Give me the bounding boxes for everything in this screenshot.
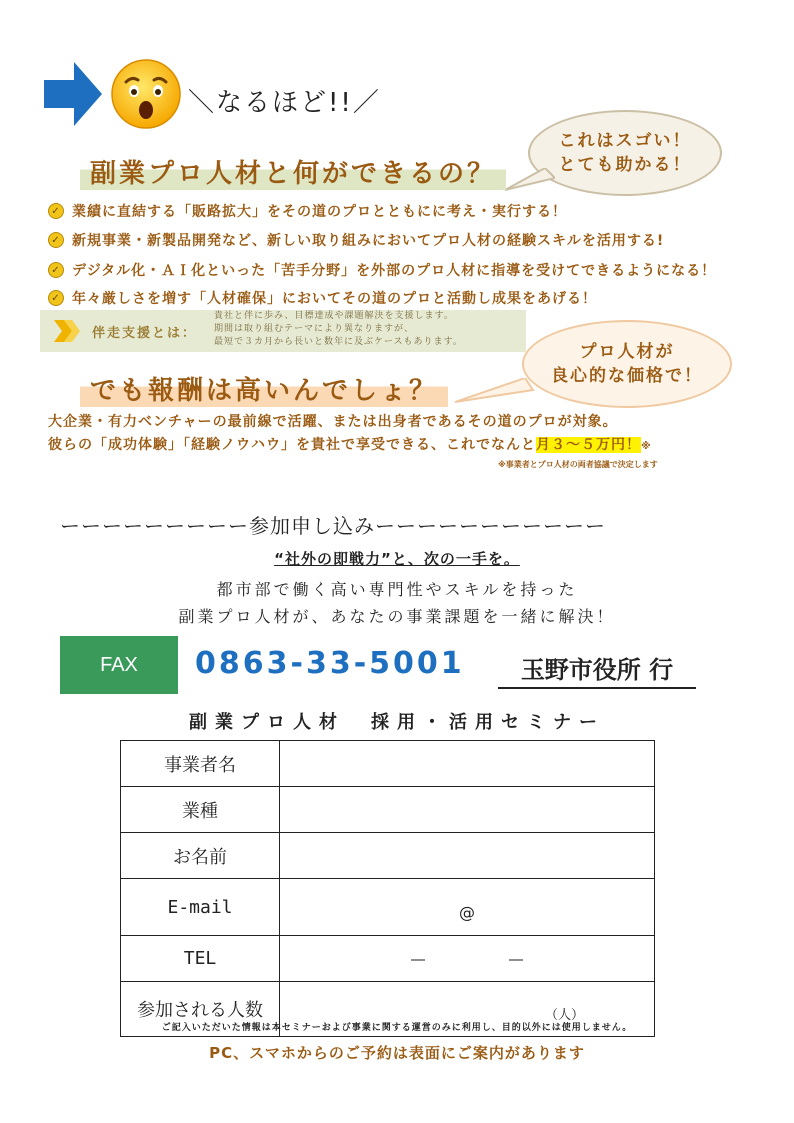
- bullet-item: [48, 260, 716, 280]
- support-text: [214, 310, 463, 349]
- bullet-item: [48, 288, 597, 308]
- fee-line-2: [48, 434, 652, 454]
- arrow-right-icon: [44, 62, 104, 130]
- privacy-note: ご記入いただいた情報は本セミナーおよび事業に関する運営のみに利用し、目的以外には使用しません。: [161, 1023, 633, 1033]
- form-label: 事業者名: [121, 741, 280, 787]
- attendees-field[interactable]: （人）: [280, 982, 655, 1037]
- form-label: お名前: [121, 833, 280, 879]
- form-row: [121, 936, 655, 982]
- bullet-item: [48, 230, 664, 250]
- bubble-line: 良心的な価格で！: [551, 366, 703, 386]
- exclaim-text: ＼なるほど!!／: [188, 88, 381, 118]
- bullet-text: 年々厳しさを増す「人材確保」においてその道のプロと活動し成果をあげる！: [72, 291, 597, 307]
- form-label: 参加される人数: [121, 982, 280, 1037]
- fax-recipient: 玉野市役所 行: [498, 650, 696, 689]
- fax-number[interactable]: 0863-33-5001: [195, 646, 465, 681]
- apply-desc-2: 副業プロ人材が、あなたの事業課題を一緒に解決！: [178, 607, 616, 626]
- apply-divider: ーーーーーーーーー参加申し込みーーーーーーーーーーー: [60, 514, 606, 538]
- support-label: 伴走支援とは：: [92, 326, 198, 341]
- company-name-field[interactable]: [280, 741, 655, 787]
- section-heading-what-can-do: 副業プロ人材と何ができるの？: [80, 153, 506, 190]
- form-label: 業種: [121, 787, 280, 833]
- check-icon: ✓: [48, 232, 64, 248]
- seminar-title: 副業プロ人材 採用・活用セミナー: [189, 712, 605, 733]
- bubble-line: とても助かる！: [558, 155, 692, 175]
- tel-field[interactable]: ― ―: [280, 936, 655, 982]
- speech-bubble-impressed: [528, 110, 722, 196]
- bullet-text: 新規事業・新製品開発など、新しい取り組みにおいてプロ人材の経験スキルを活用する!: [72, 233, 665, 249]
- email-field[interactable]: @: [280, 879, 655, 936]
- form-row: [121, 787, 655, 833]
- check-icon: ✓: [48, 262, 64, 278]
- fee-note: ※事業者とプロ人材の両者協議で決定します: [498, 460, 658, 469]
- price-highlight: 月３～５万円！: [536, 437, 641, 453]
- surprised-face-icon: [110, 58, 182, 134]
- bullet-text: デジタル化・ＡＩ化といった「苦手分野」を外部のプロ人材に指導を受けてできるようになる！: [72, 263, 717, 279]
- application-form: [120, 740, 655, 1037]
- form-label: TEL: [121, 936, 280, 982]
- form-row: [121, 833, 655, 879]
- bubble-tail: [505, 168, 555, 198]
- note-mark: ※: [641, 441, 652, 452]
- form-row: [121, 741, 655, 787]
- section-heading-fee: でも報酬は高いんでしょ？: [80, 370, 448, 407]
- bubble-line: プロ人材が: [579, 342, 675, 362]
- support-box: [40, 310, 526, 352]
- bubble-tail: [455, 378, 535, 408]
- check-icon: ✓: [48, 203, 64, 219]
- form-label: E-mail: [121, 879, 280, 936]
- check-icon: ✓: [48, 290, 64, 306]
- bubble-line: これはスゴい！: [558, 131, 692, 151]
- name-field[interactable]: [280, 833, 655, 879]
- support-line: 貴社と伴に歩み、目標達成や課題解決を支援します。: [214, 311, 454, 321]
- bullet-item: [48, 201, 567, 221]
- support-line: 最短で３カ月から長いと数年に及ぶケースもあります。: [214, 337, 463, 347]
- speech-bubble-price: [522, 320, 732, 408]
- fax-label-box: [60, 636, 178, 694]
- chevron-right-icon: [54, 320, 82, 346]
- industry-field[interactable]: [280, 787, 655, 833]
- online-reservation-note: PC、スマホからのご予約は表面にご案内があります: [209, 1044, 585, 1062]
- catch-copy: “社外の即戦力”と、次の一手を。: [274, 550, 520, 568]
- support-line: 期間は取り組むテーマにより異なりますが、: [214, 324, 415, 334]
- fee-line-1: 大企業・有力ベンチャーの最前線で活躍、または出身者であるその道のプロが対象。: [48, 414, 618, 430]
- fax-label: FAX: [100, 654, 138, 676]
- fee-line-2-text: 彼らの「成功体験」「経験ノウハウ」を貴社で享受できる、これでなんと: [48, 437, 536, 453]
- bullet-text: 業績に直結する「販路拡大」をその道のプロとともにに考え・実行する！: [72, 204, 567, 220]
- apply-desc-1: 都市部で働く高い専門性やスキルを持った: [216, 580, 578, 599]
- form-row: [121, 879, 655, 936]
